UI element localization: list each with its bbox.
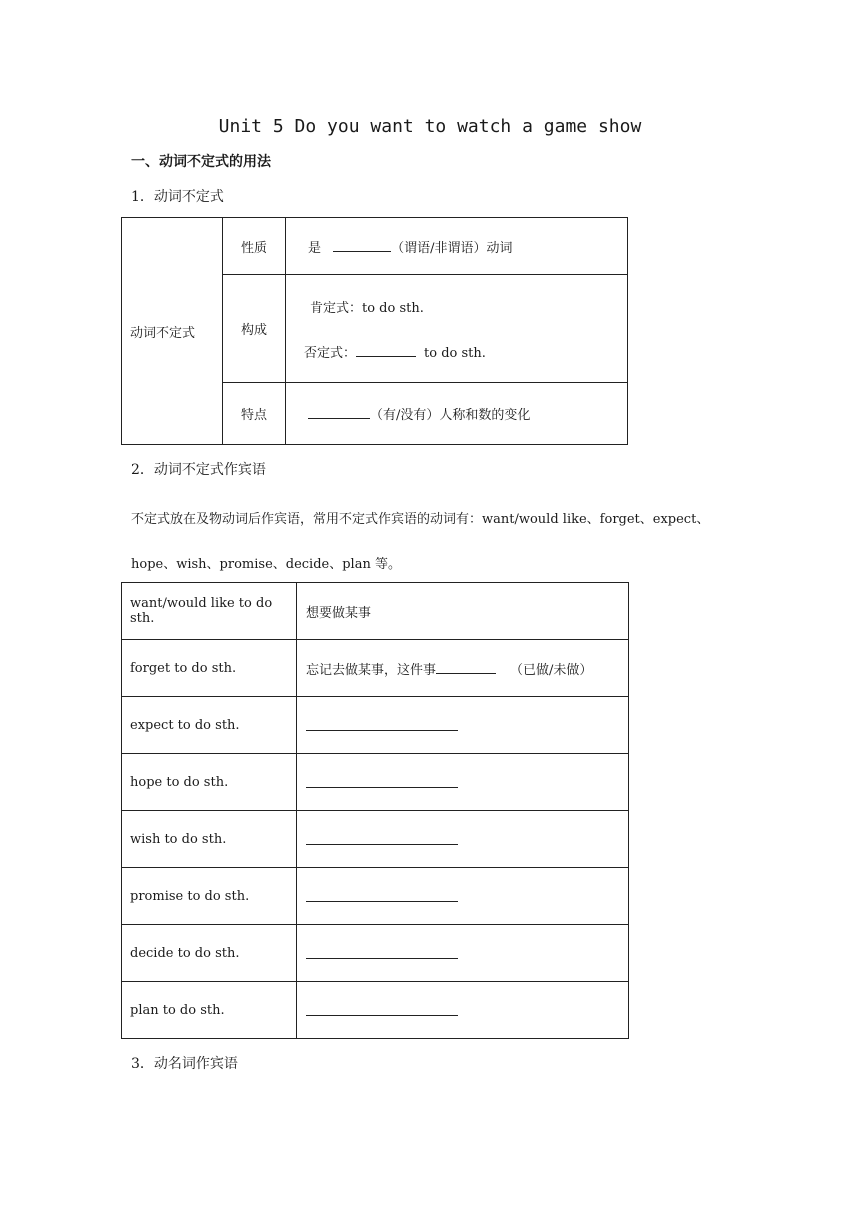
phrase-cell: plan to do sth. <box>122 982 297 1039</box>
meaning-cell <box>297 697 629 754</box>
table-row <box>122 583 629 640</box>
form-negative-prefix: 否定式： <box>304 345 357 361</box>
table-row <box>122 640 629 697</box>
table-row <box>122 868 629 925</box>
row-header-cell: 动词不定式 <box>122 218 223 445</box>
form-cell <box>286 275 628 383</box>
answer-blank[interactable] <box>306 887 458 902</box>
sub-heading-1: 1．动词不定式 <box>131 189 224 205</box>
meaning-cell <box>297 982 629 1039</box>
phrase-cell: promise to do sth. <box>122 868 297 925</box>
meaning-cell <box>297 811 629 868</box>
section-heading-1: 一、动词不定式的用法 <box>131 154 271 170</box>
answer-blank[interactable] <box>306 773 458 788</box>
feature-label: 特点 <box>223 383 286 445</box>
answer-blank[interactable] <box>306 1001 458 1016</box>
answer-blank[interactable] <box>306 944 458 959</box>
nature-prefix: 是 <box>308 240 322 256</box>
form-negative-suffix: to do sth. <box>424 345 486 361</box>
paragraph-line-2: hope、wish、promise、decide、plan 等。 <box>131 557 401 572</box>
page-title: Unit 5 Do you want to watch a game show <box>218 116 642 137</box>
meaning-suffix: （已做/未做） <box>510 662 593 678</box>
meaning-text: 忘记去做某事，这件事 <box>306 662 437 678</box>
phrase-cell: decide to do sth. <box>122 925 297 982</box>
nature-suffix: （谓语/非谓语）动词 <box>391 240 513 256</box>
phrase-cell: expect to do sth. <box>122 697 297 754</box>
table-row <box>122 697 629 754</box>
form-positive: 肯定式：to do sth. <box>310 300 424 316</box>
feature-blank[interactable] <box>308 406 370 419</box>
feature-cell <box>286 383 628 445</box>
paragraph-line-1: 不定式放在及物动词后作宾语，常用不定式作宾语的动词有：want/would like、forget、expect、 <box>131 512 710 527</box>
meaning-cell <box>297 640 629 697</box>
meaning-cell <box>297 754 629 811</box>
sub-heading-3: 3．动名词作宾语 <box>131 1056 238 1072</box>
phrase-cell: wish to do sth. <box>122 811 297 868</box>
table-row <box>122 811 629 868</box>
meaning-cell <box>297 868 629 925</box>
phrase-cell: want/would like to do sth. <box>122 583 297 640</box>
phrase-cell: hope to do sth. <box>122 754 297 811</box>
verb-table <box>121 582 629 1039</box>
table-row <box>122 982 629 1039</box>
answer-blank[interactable] <box>306 716 458 731</box>
nature-cell <box>286 218 628 275</box>
meaning-cell <box>297 925 629 982</box>
answer-blank[interactable] <box>306 830 458 845</box>
phrase-cell: forget to do sth. <box>122 640 297 697</box>
feature-suffix: （有/没有）人称和数的变化 <box>370 408 531 423</box>
sub-heading-2: 2．动词不定式作宾语 <box>131 462 266 478</box>
form-label: 构成 <box>223 275 286 383</box>
nature-label: 性质 <box>223 218 286 275</box>
meaning-blank[interactable] <box>436 661 496 674</box>
infinitive-table <box>121 217 628 445</box>
form-negative-blank[interactable] <box>356 344 416 357</box>
form-negative-line <box>304 342 627 361</box>
table-row <box>122 754 629 811</box>
nature-blank[interactable] <box>333 239 391 252</box>
table-row <box>122 925 629 982</box>
meaning-cell: 想要做某事 <box>297 583 629 640</box>
